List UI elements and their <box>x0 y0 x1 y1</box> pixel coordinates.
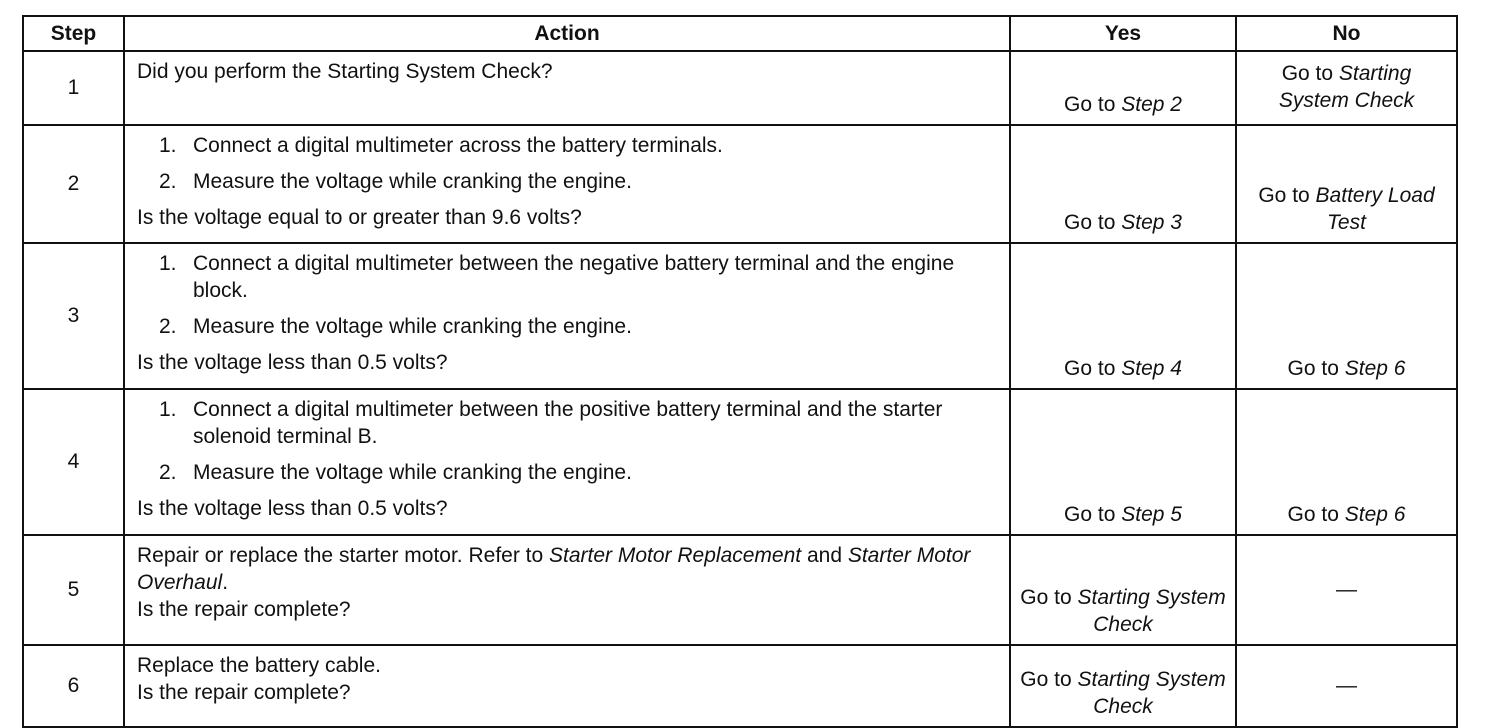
action-ref-overhaul: Starter Motor Overhaul <box>137 544 971 594</box>
no-cell <box>1236 51 1457 125</box>
list-item-text: Measure the voltage while cranking the engine. <box>193 170 632 193</box>
list-item <box>159 132 999 159</box>
yes-ref: Step 3 <box>1121 211 1182 234</box>
action-cell <box>124 645 1010 727</box>
action-cell <box>124 535 1010 645</box>
starter-diagnostic-table <box>22 15 1458 728</box>
list-item-text: Connect a digital multimeter between the positive battery terminal and the starter solenoid terminal B. <box>193 398 943 448</box>
header-no: No <box>1236 16 1457 51</box>
yes-ref: Starting System Check <box>1077 668 1226 718</box>
table-row <box>23 535 1457 645</box>
yes-prefix: Go to <box>1020 586 1078 609</box>
no-ref: Step 6 <box>1344 503 1406 526</box>
no-cell <box>1236 125 1457 243</box>
no-value: — <box>1336 577 1357 601</box>
yes-ref: Starting System Check <box>1077 586 1226 636</box>
step-number: 5 <box>23 535 124 645</box>
header-action: Action <box>124 16 1010 51</box>
action-ref-replacement: Starter Motor Replacement <box>549 544 802 567</box>
list-item <box>159 396 999 450</box>
yes-cell <box>1010 243 1236 389</box>
no-prefix: Go to <box>1281 62 1339 85</box>
yes-prefix: Go to <box>1064 357 1122 380</box>
step-number: 3 <box>23 243 124 389</box>
list-item <box>159 459 999 486</box>
list-item-text: Measure the voltage while cranking the engine. <box>193 315 632 338</box>
action-text <box>137 542 999 596</box>
table-row <box>23 243 1457 389</box>
yes-cell <box>1010 535 1236 645</box>
list-item <box>159 168 999 195</box>
no-cell <box>1236 535 1457 645</box>
list-item <box>159 250 999 304</box>
yes-prefix: Go to <box>1064 93 1122 116</box>
question-text: Is the voltage equal to or greater than 9.6 volts? <box>137 206 582 229</box>
no-cell <box>1236 243 1457 389</box>
step-number: 6 <box>23 645 124 727</box>
action-text: Replace the battery cable. <box>137 654 381 677</box>
yes-prefix: Go to <box>1064 211 1122 234</box>
action-text-mid: and <box>801 544 848 567</box>
no-ref: Step 6 <box>1344 357 1406 380</box>
step-number: 4 <box>23 389 124 535</box>
table-row <box>23 125 1457 243</box>
step-number: 1 <box>23 51 124 125</box>
header-step: Step <box>23 16 124 51</box>
no-value: — <box>1336 673 1357 697</box>
action-cell <box>124 389 1010 535</box>
no-ref: Battery Load Test <box>1315 184 1435 234</box>
action-text-post: . <box>222 571 229 594</box>
list-item-number: 1. <box>159 252 177 275</box>
list-item-number: 1. <box>159 398 177 421</box>
list-item-number: 1. <box>159 134 177 157</box>
question-text: Is the repair complete? <box>137 681 351 704</box>
list-item-number: 2. <box>159 170 177 193</box>
no-prefix: Go to <box>1287 357 1345 380</box>
list-item-text: Connect a digital multimeter between the negative battery terminal and the engine block. <box>193 252 955 302</box>
step-number: 2 <box>23 125 124 243</box>
question-text: Is the voltage less than 0.5 volts? <box>137 351 448 374</box>
no-cell <box>1236 645 1457 727</box>
yes-prefix: Go to <box>1020 668 1078 691</box>
yes-ref: Step 2 <box>1121 93 1182 116</box>
table-row <box>23 645 1457 727</box>
list-item-number: 2. <box>159 461 177 484</box>
list-item-text: Measure the voltage while cranking the engine. <box>193 461 632 484</box>
table-row <box>23 389 1457 535</box>
action-text: Did you perform the Starting System Check? <box>137 60 553 83</box>
action-cell <box>124 243 1010 389</box>
yes-cell <box>1010 645 1236 727</box>
diagnostic-table-container <box>22 15 1458 728</box>
action-cell <box>124 51 1010 125</box>
list-item-text: Connect a digital multimeter across the battery terminals. <box>193 134 723 157</box>
no-cell <box>1236 389 1457 535</box>
yes-cell <box>1010 125 1236 243</box>
question-text: Is the repair complete? <box>137 598 351 621</box>
action-cell <box>124 125 1010 243</box>
no-prefix: Go to <box>1287 503 1345 526</box>
header-yes: Yes <box>1010 16 1236 51</box>
yes-ref: Step 4 <box>1121 357 1182 380</box>
yes-ref: Step 5 <box>1121 503 1182 526</box>
question-text: Is the voltage less than 0.5 volts? <box>137 497 448 520</box>
header-row <box>23 16 1457 51</box>
no-prefix: Go to <box>1258 184 1316 207</box>
list-item-number: 2. <box>159 315 177 338</box>
yes-cell <box>1010 51 1236 125</box>
action-text-pre: Repair or replace the starter motor. Refer to <box>137 544 550 567</box>
yes-prefix: Go to <box>1064 503 1122 526</box>
yes-cell <box>1010 389 1236 535</box>
table-row <box>23 51 1457 125</box>
list-item <box>159 313 999 340</box>
no-ref: Starting System Check <box>1278 62 1415 112</box>
